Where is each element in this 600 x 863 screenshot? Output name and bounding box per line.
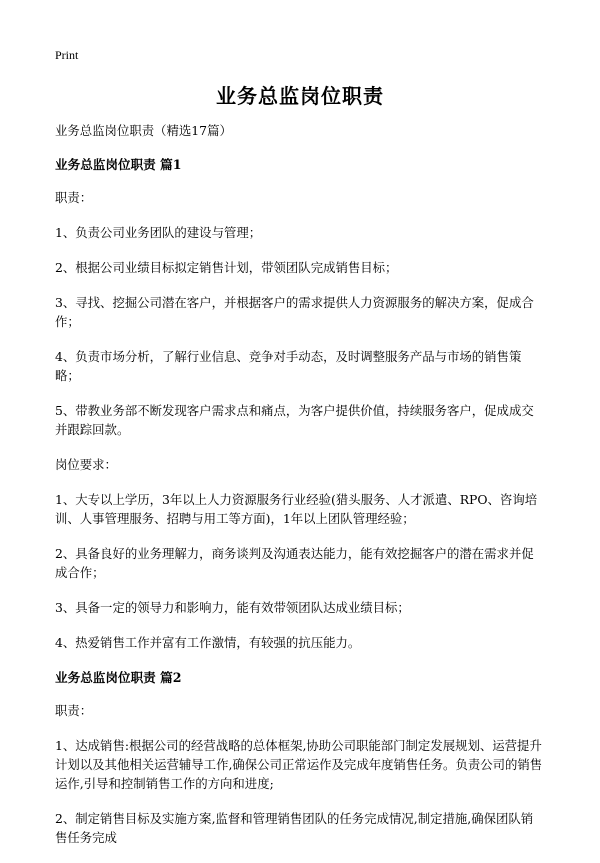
duty-item: 4、负责市场分析，了解行业信息、竞争对手动态，及时调整服务产品与市场的销售策略； xyxy=(55,349,522,383)
requirement-item: 2、具备良好的业务理解力，商务谈判及沟通表达能力，能有效挖掘客户的潜在需求并促成合作； xyxy=(55,546,534,580)
requirement-item: 4、热爱销售工作并富有工作激情，有较强的抗压能力。 xyxy=(55,635,361,650)
requirement-item: 3、具备一定的领导力和影响力，能有效带领团队达成业绩目标； xyxy=(55,600,410,615)
document-subtitle: 业务总监岗位职责（精选17篇） xyxy=(55,123,232,138)
duty-item: 2、根据公司业绩目标拟定销售计划，带领团队完成销售目标； xyxy=(55,260,398,275)
document-body xyxy=(55,121,545,863)
duty-item: 1、负责公司业务团队的建设与管理； xyxy=(55,225,262,240)
duty-item: 5、带教业务部不断发现客户需求点和痛点，为客户提供价值，持续服务客户，促成成交并跟踪回款。 xyxy=(55,403,534,437)
section-heading: 业务总监岗位职责 篇2 xyxy=(55,670,182,685)
duty-item: 2、制定销售目标及实施方案,监督和管理销售团队的任务完成情况,制定措施,确保团队销售任务完成 xyxy=(55,811,534,845)
page-title: 业务总监岗位职责 xyxy=(216,84,384,108)
duty-label: 职责： xyxy=(55,703,93,718)
section-heading: 业务总监岗位职责 篇1 xyxy=(55,157,182,172)
requirement-item: 1、大专以上学历，3年以上人力资源服务行业经验(猎头服务、人才派遣、RPO、咨询培训、人事管理服务、招聘与用工等方面)，1年以上团队管理经验； xyxy=(55,492,538,526)
print-label: Print xyxy=(55,48,79,62)
duty-item: 1、达成销售:根据公司的经营战略的总体框架,协助公司职能部门制定发展规划、运营提升计划以及其他相关运营辅导工作,确保公司正常运作及完成年度销售任务。负责公司的销售运作,引导和控制销售工作的方向和进度; xyxy=(55,738,543,791)
duty-label: 职责： xyxy=(55,190,93,205)
requirement-label: 岗位要求： xyxy=(55,457,117,472)
duty-item: 3、寻找、挖掘公司潜在客户，并根据客户的需求提供人力资源服务的解决方案，促成合作； xyxy=(55,295,534,329)
